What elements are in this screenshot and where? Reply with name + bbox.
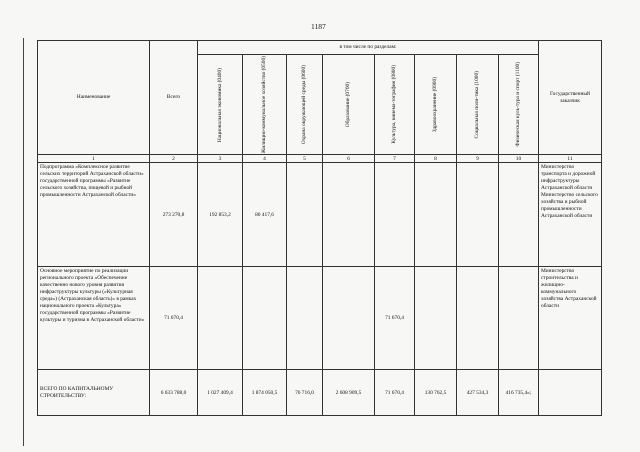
table-row — [38, 267, 602, 370]
binding-line — [23, 38, 24, 446]
column-number: 9 — [457, 155, 499, 163]
row-value: 192 853,2 — [198, 163, 243, 267]
totals-value: 2 608 909,5 — [323, 370, 375, 416]
header-customer: Государственный заказчик — [539, 41, 602, 155]
header-section: Социальная поли-тика (1000) — [457, 55, 499, 155]
totals-value: 1 027 409,4 — [198, 370, 243, 416]
header-sections-caption: в том числе по разделам: — [198, 41, 539, 55]
row-value — [198, 267, 243, 370]
totals-customer — [539, 370, 602, 416]
row-customer: Министерство транспорта и дорожной инфраструктуры Астраханской области Министерство сельского хозяйства и рыбной промышленности Астраханской области — [539, 163, 602, 267]
totals-label: ВСЕГО ПО КАПИТАЛЬНОМУ СТРОИТЕЛЬСТВУ: — [38, 370, 150, 416]
column-number: 7 — [375, 155, 415, 163]
row-value — [499, 163, 539, 267]
totals-value: 1 874 050,5 — [243, 370, 287, 416]
column-number: 2 — [150, 155, 198, 163]
header-section: Физическая куль-тура и спорт (1100) — [499, 55, 539, 155]
totals-value: 130 762,5 — [415, 370, 457, 416]
column-number: 6 — [323, 155, 375, 163]
header-section: Жилищно-коммунальное хозяйство (0500) — [243, 55, 287, 155]
row-value — [375, 163, 415, 267]
row-customer: Министерство строительства и жилищно-коммунального хозяйства Астраханской области — [539, 267, 602, 370]
column-number: 3 — [198, 155, 243, 163]
row-value — [499, 267, 539, 370]
column-number: 1 — [38, 155, 150, 163]
row-value: 80 417,6 — [243, 163, 287, 267]
row-value — [323, 163, 375, 267]
column-number: 5 — [287, 155, 323, 163]
row-name: Основное мероприятие по реализации регионального проекта «Обеспечение качественно нового уровня развития инфраструктуры культуры («Культурная среда») (Астраханская область)» в рамках национального проекта «Культура» государственной программы «Развитие культуры и туризма в Астраханской области» — [38, 267, 150, 370]
row-value — [287, 163, 323, 267]
totals-value: 427 534,3 — [457, 370, 499, 416]
column-number: 4 — [243, 155, 287, 163]
row-value — [323, 267, 375, 370]
row-value — [415, 267, 457, 370]
header-name: Наименование — [38, 41, 150, 155]
row-name: Подпрограмма «Комплексное развитие сельских территорий Астраханской области» государственной программы «Развитие сельского хозяйства, пищевой и рыбной промышленности Астраханской области» — [38, 163, 150, 267]
column-numbers-row — [38, 155, 602, 163]
totals-row — [38, 370, 602, 416]
row-value — [457, 163, 499, 267]
column-number: 11 — [539, 155, 602, 163]
row-value — [457, 267, 499, 370]
row-value — [287, 267, 323, 370]
header-total: Всего — [150, 41, 198, 155]
row-total: 71 670,4 — [150, 267, 198, 370]
header-section: Охрана окружающей среды (0600) — [287, 55, 323, 155]
header-section: Культура, кинема-тография (0800) — [375, 55, 415, 155]
table-row — [38, 163, 602, 267]
page-number: 1187 — [311, 22, 326, 31]
row-value — [415, 163, 457, 267]
totals-value: 76 716,0 — [287, 370, 323, 416]
header-section: Здравоохранение (0900) — [415, 55, 457, 155]
header-section: Образование (0700) — [323, 55, 375, 155]
totals-value: 71 670,4 — [375, 370, 415, 416]
row-total: 273 270,8 — [150, 163, 198, 267]
row-value: 71 670,4 — [375, 267, 415, 370]
column-number: 8 — [415, 155, 457, 163]
totals-total: 6 633 788,0 — [150, 370, 198, 416]
row-value — [243, 267, 287, 370]
header-section: Национальная экономика (0400) — [198, 55, 243, 155]
capital-construction-table — [37, 40, 602, 416]
totals-value: 416 735,4»; — [499, 370, 539, 416]
column-number: 10 — [499, 155, 539, 163]
